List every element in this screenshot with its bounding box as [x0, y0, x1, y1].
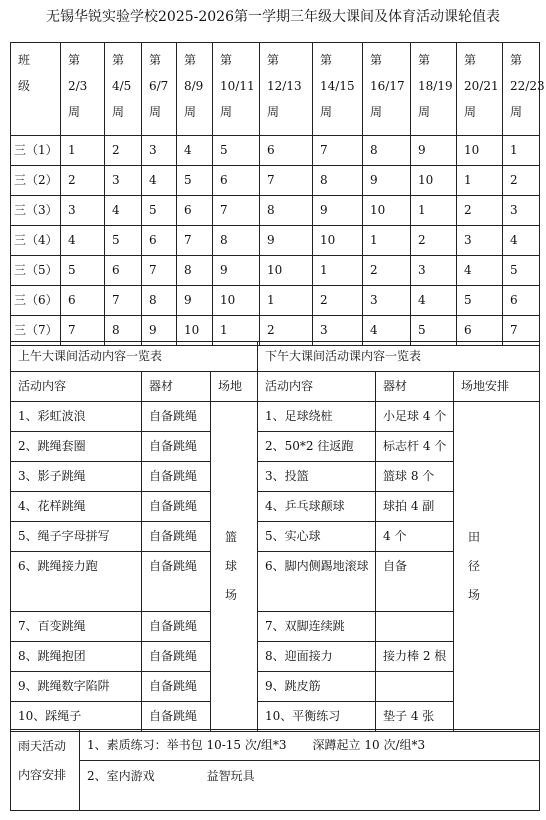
rotation-value-cell: 2 — [363, 256, 411, 286]
week-header-cell — [260, 43, 313, 136]
afternoon-activity-name: 6、脚内侧踢地滚球 — [258, 552, 376, 612]
activity-row — [11, 402, 540, 432]
rotation-value-cell: 6 — [105, 256, 142, 286]
rotation-value-cell: 3 — [411, 256, 457, 286]
week-header-line: 第 — [320, 53, 333, 67]
morning-activity-equipment: 自备跳绳 — [142, 522, 211, 552]
class-header-char: 班 — [18, 53, 31, 67]
rotation-value-cell: 8 — [260, 196, 313, 226]
class-name-cell: 三（2） — [11, 166, 61, 196]
afternoon-venue-char: 田 — [468, 530, 481, 544]
morning-activity-equipment: 自备跳绳 — [142, 612, 211, 642]
week-header-line: 周 — [320, 105, 333, 119]
morning-activity-name: 7、百变跳绳 — [11, 612, 142, 642]
rotation-value-cell: 3 — [503, 196, 540, 226]
week-header-line: 周 — [184, 105, 197, 119]
afternoon-activity-equipment: 接力棒 2 根 — [376, 642, 454, 672]
rainy-line-1-b: 深蹲起立 10 次/组*3 — [312, 738, 426, 752]
week-header-line: 12/13 — [267, 79, 302, 93]
rotation-value-cell: 4 — [142, 166, 177, 196]
morning-activity-equipment: 自备跳绳 — [142, 702, 211, 732]
morning-activity-name: 4、花样跳绳 — [11, 492, 142, 522]
week-header-line: 14/15 — [320, 79, 355, 93]
rotation-value-cell: 5 — [61, 256, 105, 286]
schedule-header-row — [11, 43, 540, 136]
rotation-value-cell: 3 — [313, 316, 363, 346]
morning-activity-equipment: 自备跳绳 — [142, 402, 211, 432]
morning-activity-equipment: 自备跳绳 — [142, 672, 211, 702]
rotation-value-cell: 2 — [503, 166, 540, 196]
class-name-cell: 三（4） — [11, 226, 61, 256]
rotation-value-cell: 1 — [61, 136, 105, 166]
schedule-row — [11, 166, 540, 196]
afternoon-venue-char: 场 — [468, 588, 481, 602]
rotation-value-cell: 3 — [142, 136, 177, 166]
morning-venue-char: 场 — [225, 588, 238, 602]
rotation-value-cell: 6 — [213, 166, 260, 196]
activities-column-row — [11, 372, 540, 402]
schedule-row — [11, 196, 540, 226]
rotation-value-cell: 5 — [177, 166, 213, 196]
rotation-value-cell: 7 — [142, 256, 177, 286]
class-name-cell: 三（7） — [11, 316, 61, 346]
rotation-value-cell: 10 — [313, 226, 363, 256]
class-name-cell: 三（6） — [11, 286, 61, 316]
activities-table — [10, 341, 540, 732]
rotation-value-cell: 8 — [313, 166, 363, 196]
schedule-row — [11, 256, 540, 286]
afternoon-col-venue: 场地安排 — [454, 372, 540, 402]
schedule-row — [11, 286, 540, 316]
rainy-row — [11, 730, 540, 761]
week-header-cell — [503, 43, 545, 136]
rotation-value-cell: 5 — [105, 226, 142, 256]
week-header-line: 周 — [510, 105, 523, 119]
week-header-line: 第 — [510, 53, 523, 67]
rotation-value-cell: 4 — [61, 226, 105, 256]
rainy-line-1 — [80, 730, 540, 761]
rotation-value-cell: 2 — [457, 196, 503, 226]
rotation-value-cell: 1 — [457, 166, 503, 196]
rotation-value-cell: 1 — [260, 286, 313, 316]
morning-venue-char: 篮 — [225, 530, 238, 544]
week-header-cell — [177, 43, 213, 136]
week-header-line: 10/11 — [220, 79, 255, 93]
week-header-cell — [142, 43, 177, 136]
rotation-value-cell: 9 — [411, 136, 457, 166]
afternoon-activity-equipment: 球拍 4 副 — [376, 492, 454, 522]
afternoon-activity-equipment: 标志杆 4 个 — [376, 432, 454, 462]
rotation-value-cell: 2 — [411, 226, 457, 256]
morning-activity-equipment: 自备跳绳 — [142, 492, 211, 522]
schedule-row — [11, 226, 540, 256]
rotation-value-cell: 7 — [503, 316, 540, 346]
week-header-line: 第 — [149, 53, 162, 67]
week-header-line: 周 — [149, 105, 162, 119]
rotation-value-cell: 7 — [61, 316, 105, 346]
morning-activity-name: 9、跳绳数字陷阱 — [11, 672, 142, 702]
morning-activity-name: 5、绳子字母拼写 — [11, 522, 142, 552]
week-header-line: 4/5 — [112, 79, 132, 93]
activities-heading-row — [11, 342, 540, 372]
week-header-line: 周 — [418, 105, 431, 119]
week-header-line: 18/19 — [418, 79, 453, 93]
rotation-value-cell: 10 — [457, 136, 503, 166]
week-header-line: 20/21 — [464, 79, 499, 93]
rotation-value-cell: 5 — [503, 256, 540, 286]
schedule-row — [11, 136, 540, 166]
rotation-value-cell: 9 — [213, 256, 260, 286]
rotation-value-cell: 9 — [363, 166, 411, 196]
rotation-value-cell: 4 — [457, 256, 503, 286]
week-header-line: 第 — [418, 53, 431, 67]
rainy-line-1-a: 1、素质练习：举书包 10-15 次/组*3 — [87, 738, 287, 752]
morning-activity-equipment: 自备跳绳 — [142, 462, 211, 492]
rotation-value-cell: 4 — [503, 226, 540, 256]
week-header-line: 22/23 — [510, 79, 545, 93]
rotation-value-cell: 2 — [61, 166, 105, 196]
rainy-line-2-b: 益智玩具 — [206, 769, 255, 784]
rotation-value-cell: 8 — [213, 226, 260, 256]
rotation-value-cell: 10 — [260, 256, 313, 286]
rotation-value-cell: 2 — [105, 136, 142, 166]
rotation-value-cell: 5 — [213, 136, 260, 166]
rotation-value-cell: 9 — [177, 286, 213, 316]
morning-activity-name: 3、影子跳绳 — [11, 462, 142, 492]
rotation-value-cell: 7 — [260, 166, 313, 196]
afternoon-activity-equipment: 垫子 4 张 — [376, 702, 454, 732]
rainy-row — [11, 761, 540, 811]
morning-col-activity: 活动内容 — [11, 372, 142, 402]
afternoon-activity-name: 2、50*2 往返跑 — [258, 432, 376, 462]
rotation-value-cell: 6 — [503, 286, 540, 316]
class-header-cell — [11, 43, 61, 136]
rotation-value-cell: 2 — [313, 286, 363, 316]
rotation-value-cell: 8 — [363, 136, 411, 166]
rotation-value-cell: 4 — [105, 196, 142, 226]
afternoon-activity-name: 7、双脚连续跳 — [258, 612, 376, 642]
rotation-value-cell: 8 — [105, 316, 142, 346]
rotation-value-cell: 5 — [142, 196, 177, 226]
rotation-value-cell: 10 — [177, 316, 213, 346]
morning-venue-cell — [211, 402, 258, 732]
class-name-cell: 三（5） — [11, 256, 61, 286]
rotation-value-cell: 7 — [177, 226, 213, 256]
afternoon-activity-name: 4、乒乓球颠球 — [258, 492, 376, 522]
rainy-label-line: 内容安排 — [18, 768, 67, 782]
week-header-line: 16/17 — [370, 79, 405, 93]
afternoon-venue-cell — [454, 402, 540, 732]
week-header-line: 周 — [68, 105, 81, 119]
morning-col-equipment: 器材 — [142, 372, 211, 402]
week-header-line: 第 — [184, 53, 197, 67]
week-header-line: 6/7 — [149, 79, 169, 93]
week-header-cell — [363, 43, 411, 136]
week-header-line: 第 — [267, 53, 280, 67]
morning-heading: 上午大课间活动内容一览表 — [11, 342, 258, 372]
rotation-value-cell: 7 — [313, 136, 363, 166]
rotation-value-cell: 2 — [260, 316, 313, 346]
rotation-value-cell: 1 — [503, 136, 540, 166]
rotation-value-cell: 9 — [313, 196, 363, 226]
rotation-schedule-table — [10, 42, 545, 346]
rotation-value-cell: 4 — [363, 316, 411, 346]
rotation-value-cell: 1 — [213, 316, 260, 346]
afternoon-activity-equipment: 篮球 8 个 — [376, 462, 454, 492]
week-header-line: 第 — [112, 53, 125, 67]
rotation-value-cell: 1 — [363, 226, 411, 256]
afternoon-activity-name: 5、实心球 — [258, 522, 376, 552]
morning-activity-name: 1、彩虹波浪 — [11, 402, 142, 432]
week-header-cell — [61, 43, 105, 136]
rotation-value-cell: 3 — [363, 286, 411, 316]
rotation-value-cell: 10 — [411, 166, 457, 196]
rotation-value-cell: 3 — [457, 226, 503, 256]
week-header-cell — [105, 43, 142, 136]
rotation-value-cell: 6 — [457, 316, 503, 346]
afternoon-activity-equipment — [376, 672, 454, 702]
morning-activity-equipment: 自备跳绳 — [142, 552, 211, 612]
week-header-line: 第 — [220, 53, 233, 67]
week-header-line: 周 — [370, 105, 383, 119]
rotation-value-cell: 8 — [177, 256, 213, 286]
week-header-line: 第 — [370, 53, 383, 67]
morning-venue-char: 球 — [225, 559, 238, 573]
rotation-value-cell: 5 — [411, 316, 457, 346]
rotation-value-cell: 8 — [142, 286, 177, 316]
afternoon-activity-name: 9、跳皮筋 — [258, 672, 376, 702]
week-header-line: 第 — [68, 53, 81, 67]
week-header-line: 周 — [220, 105, 233, 119]
rotation-value-cell: 5 — [457, 286, 503, 316]
afternoon-venue-char: 径 — [468, 559, 481, 573]
week-header-line: 第 — [464, 53, 477, 67]
afternoon-col-activity: 活动内容 — [258, 372, 376, 402]
rotation-value-cell: 6 — [260, 136, 313, 166]
afternoon-activity-equipment: 小足球 4 个 — [376, 402, 454, 432]
morning-activity-name: 8、跳绳抱团 — [11, 642, 142, 672]
week-header-line: 周 — [112, 105, 125, 119]
morning-col-venue: 场地 — [211, 372, 258, 402]
rainy-label-line: 雨天活动 — [18, 739, 67, 753]
afternoon-activity-equipment — [376, 612, 454, 642]
morning-activity-equipment: 自备跳绳 — [142, 432, 211, 462]
week-header-line: 2/3 — [68, 79, 88, 93]
rotation-value-cell: 10 — [363, 196, 411, 226]
rotation-value-cell: 9 — [142, 316, 177, 346]
afternoon-col-equipment: 器材 — [376, 372, 454, 402]
morning-activity-name: 2、跳绳套圈 — [11, 432, 142, 462]
afternoon-heading: 下午大课间活动课内容一览表 — [258, 342, 540, 372]
afternoon-activity-name: 3、投篮 — [258, 462, 376, 492]
rotation-value-cell: 6 — [61, 286, 105, 316]
week-header-line: 8/9 — [184, 79, 204, 93]
rainy-label-cell — [11, 730, 80, 811]
afternoon-activity-name: 10、平衡练习 — [258, 702, 376, 732]
rotation-value-cell: 4 — [177, 136, 213, 166]
rotation-value-cell: 10 — [213, 286, 260, 316]
morning-activity-name: 10、踩绳子 — [11, 702, 142, 732]
class-name-cell: 三（1） — [11, 136, 61, 166]
week-header-cell — [411, 43, 457, 136]
rotation-value-cell: 3 — [105, 166, 142, 196]
week-header-cell — [457, 43, 503, 136]
rotation-value-cell: 9 — [260, 226, 313, 256]
morning-activity-name: 6、跳绳接力跑 — [11, 552, 142, 612]
week-header-line: 周 — [267, 105, 280, 119]
week-header-cell — [313, 43, 363, 136]
afternoon-activity-name: 1、足球绕桩 — [258, 402, 376, 432]
rotation-value-cell: 6 — [142, 226, 177, 256]
rotation-value-cell: 1 — [411, 196, 457, 226]
afternoon-activity-equipment: 4 个 — [376, 522, 454, 552]
rotation-value-cell: 3 — [61, 196, 105, 226]
rainy-day-table — [10, 729, 540, 811]
rotation-value-cell: 7 — [213, 196, 260, 226]
class-header-char: 级 — [18, 79, 31, 93]
rotation-value-cell: 4 — [411, 286, 457, 316]
morning-activity-equipment: 自备跳绳 — [142, 642, 211, 672]
week-header-cell — [213, 43, 260, 136]
rotation-value-cell: 6 — [177, 196, 213, 226]
class-name-cell: 三（3） — [11, 196, 61, 226]
afternoon-activity-equipment: 自备 — [376, 552, 454, 612]
afternoon-activity-name: 8、迎面接力 — [258, 642, 376, 672]
rainy-line-2-a: 2、室内游戏 — [87, 769, 155, 784]
rainy-line-2 — [80, 761, 540, 811]
rotation-value-cell: 1 — [313, 256, 363, 286]
rotation-value-cell: 7 — [105, 286, 142, 316]
page-title: 无锡华锐实验学校2025-2026第一学期三年级大课间及体育活动课轮值表 — [46, 9, 500, 25]
week-header-line: 周 — [464, 105, 477, 119]
